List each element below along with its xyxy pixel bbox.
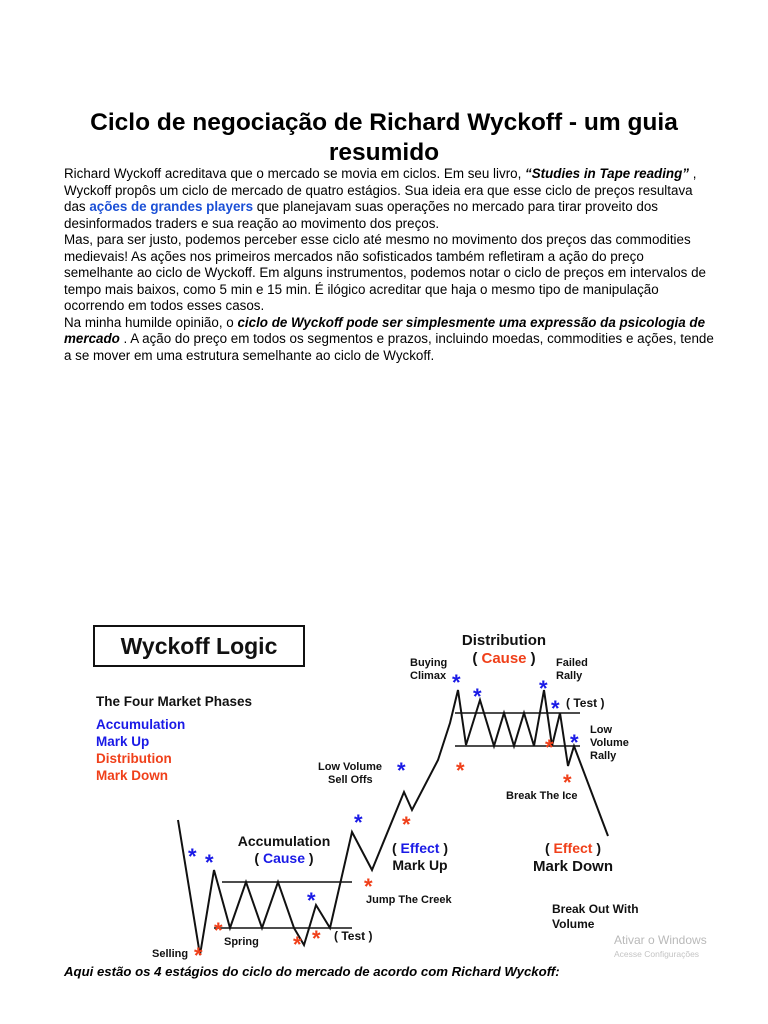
big-players-link[interactable]: ações de grandes players [89, 199, 254, 214]
paragraph-1-text: Richard Wyckoff acreditava que o mercado se movia em ciclos. Em seu livro, [64, 166, 526, 181]
star-icon: * [397, 758, 406, 783]
star-icon: * [570, 730, 579, 755]
paragraph-3-text-2: . A ação do preço em todos os segmentos e prazos, incluindo moedas, commodities e ações, tende a se mover em uma estrutura semelhante ao ciclo de Wyckoff. [64, 331, 714, 363]
phase-accumulation: Accumulation [96, 717, 186, 732]
volume-label: Volume [590, 737, 629, 749]
star-icon: * [307, 888, 316, 913]
star-icon: * [402, 812, 411, 837]
star-icon: * [293, 932, 302, 957]
body-text [64, 166, 714, 364]
distribution-cause-label: ( Cause ) [472, 650, 536, 667]
star-icon: * [545, 735, 554, 760]
emphasis-text: ciclo de Wyckoff pode ser simplesmente uma expressão da psicologia de mercado [64, 314, 706, 346]
star-icon: * [563, 770, 572, 795]
paragraph-1-text-3: que planejavam suas operações no mercado para tirar proveito dos desinformados traders e sua reação ao movimento dos preços. [64, 199, 658, 231]
price-path [178, 690, 608, 955]
star-icon: * [539, 676, 548, 701]
low-volume-label: Low Volume [318, 761, 382, 773]
star-icon: * [214, 918, 223, 943]
sell-offs-label: Sell Offs [328, 774, 373, 786]
mark-down-label: Mark Down [532, 858, 614, 875]
star-icon: * [312, 926, 321, 951]
wyckoff-diagram [0, 600, 768, 960]
phases-heading: The Four Market Phases [96, 694, 253, 709]
star-icon: * [473, 684, 482, 709]
paragraph-1-text-2: , Wyckoff propôs um ciclo de mercado de quatro estágios. Sua ideia era que esse ciclo de preços resultava das [64, 166, 697, 214]
paragraph-3-text: Na minha humilde opinião, o [64, 314, 238, 330]
watermark-line-1: Ativar o Windows [614, 933, 707, 947]
accumulation-cause-label: ( Cause ) [254, 850, 314, 866]
phase-mark-down: Mark Down [96, 768, 169, 783]
low-volume-rally-label: Rally [590, 750, 617, 762]
phase-distribution: Distribution [96, 751, 172, 766]
star-icon: * [456, 758, 465, 783]
accumulation-label: Accumulation [237, 833, 331, 849]
phase-mark-up: Mark Up [96, 734, 150, 749]
break-out-volume-label: Volume [552, 917, 595, 931]
star-icon: * [188, 844, 197, 869]
buying-label: Buying [410, 657, 448, 669]
low-label: Low [590, 724, 612, 736]
mark-up-label: Mark Up [392, 857, 448, 873]
rally-label: Rally [556, 670, 583, 682]
paragraph-3 [64, 315, 714, 365]
break-the-ice-label: Break The Ice [506, 790, 578, 802]
paragraph-1 [64, 166, 714, 232]
markup-effect-label: ( Effect ) [391, 840, 449, 856]
accumulation-test-label: ( Test ) [334, 929, 373, 943]
distribution-test-label: ( Test ) [566, 696, 605, 710]
paragraph-2-text: Mas, para ser justo, podemos perceber esse ciclo até mesmo no movimento dos preços das commodities medievais! As ações nos primeiros mercados não sofisticados também refletiram a ação do preço semelhante ao ciclo de Wyckoff. Em alguns instrumentos, podemos notar o ciclo de preços em intervalos de tempo mais baixos, como 5 min e 15 min. É ilógico acreditar que haja o mesmo tipo de manipulação ocorrendo em todos esses casos. [64, 232, 706, 313]
book-title: “Studies in Tape reading” [525, 166, 689, 181]
star-icon: * [551, 696, 560, 721]
break-out-label: Break Out With [552, 902, 639, 916]
star-icon: * [194, 943, 203, 960]
markdown-effect-label: ( Effect ) [544, 840, 602, 856]
star-icon: * [364, 874, 373, 899]
failed-label: Failed [556, 657, 588, 669]
page-title: Ciclo de negociação de Richard Wyckoff - um guia resumido [90, 109, 678, 166]
distribution-label: Distribution [461, 632, 547, 649]
paragraph-2 [64, 232, 714, 315]
star-icon: * [354, 810, 363, 835]
climax-label: Climax [410, 670, 447, 682]
spring-label: Spring [224, 936, 259, 948]
selling-label: Selling [152, 948, 189, 960]
star-icon: * [205, 850, 214, 875]
star-icon: * [452, 670, 461, 695]
watermark-line-2: Acesse Configurações [614, 949, 700, 959]
jump-the-creek-label: Jump The Creek [366, 894, 452, 906]
figure-caption: Aqui estão os 4 estágios do ciclo do mercado de acordo com Richard Wyckoff: [64, 964, 560, 979]
wyckoff-logic-figure [0, 600, 768, 960]
logic-title: Wyckoff Logic [120, 633, 278, 659]
